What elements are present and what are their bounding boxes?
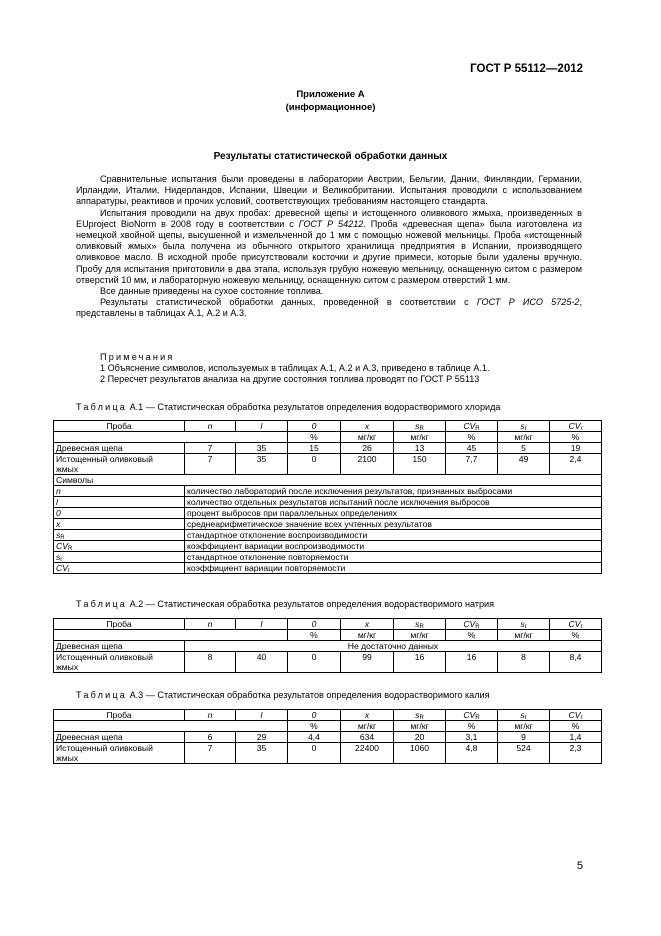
table-cell: 35 bbox=[236, 743, 288, 764]
table-cell: 150 bbox=[394, 454, 446, 475]
table-cell: 2100 bbox=[341, 454, 394, 475]
column-header: $s_R$ bbox=[394, 710, 446, 721]
table-cell: 5 bbox=[498, 443, 550, 454]
sample-name: Истощенный оливковый жмых bbox=[54, 454, 185, 475]
symbol-description: стандартное отклонение воспроизводимости bbox=[185, 530, 602, 541]
column-header: $CV_r$ bbox=[550, 710, 602, 721]
table-cell: 0 bbox=[288, 743, 341, 764]
table-cell: 7 bbox=[185, 743, 236, 764]
column-header: Проба bbox=[54, 421, 185, 432]
column-header: $s_R$ bbox=[394, 619, 446, 630]
unit-cell: % bbox=[550, 432, 602, 443]
table-cell bbox=[54, 432, 288, 443]
unit-cell: % bbox=[446, 432, 498, 443]
column-header: l bbox=[236, 619, 288, 630]
column-header: $CV_R$ bbox=[446, 421, 498, 432]
table-cell bbox=[54, 630, 288, 641]
table-caption bbox=[76, 402, 500, 412]
caption-prefix: Таблица bbox=[76, 690, 128, 700]
symbol-row bbox=[54, 563, 602, 574]
column-header: $s_R$ bbox=[394, 421, 446, 432]
notes bbox=[76, 352, 582, 386]
table-row bbox=[54, 454, 602, 475]
column-header: n bbox=[185, 619, 236, 630]
symbol-row bbox=[54, 552, 602, 563]
column-header: $CV_R$ bbox=[446, 619, 498, 630]
table-cell: 20 bbox=[394, 732, 446, 743]
column-header: $CV_r$ bbox=[550, 619, 602, 630]
header-row bbox=[54, 421, 602, 432]
column-header: n bbox=[185, 421, 236, 432]
sample-name: Древесная щепа bbox=[54, 732, 185, 743]
units-row bbox=[54, 721, 602, 732]
notes-heading: Примечания bbox=[100, 352, 175, 362]
symbols-heading-row bbox=[54, 475, 602, 486]
table-cell: 7 bbox=[185, 443, 236, 454]
table-cell: 40 bbox=[236, 652, 288, 673]
table-cell: 524 bbox=[498, 743, 550, 764]
table-cell: 2,3 bbox=[550, 743, 602, 764]
table-cell: 13 bbox=[394, 443, 446, 454]
column-header: $s_r$ bbox=[498, 421, 550, 432]
table-cell: 4,4 bbox=[288, 732, 341, 743]
results-table-sodium bbox=[53, 618, 602, 673]
header-row bbox=[54, 619, 602, 630]
table-cell: 8 bbox=[498, 652, 550, 673]
units-row bbox=[54, 630, 602, 641]
unit-cell: мг/кг bbox=[498, 630, 550, 641]
results-table-chloride bbox=[53, 420, 602, 574]
unit-cell: мг/кг bbox=[394, 432, 446, 443]
symbol-description: количество лабораторий после исключения результатов, признанных выбросами bbox=[185, 486, 602, 497]
sample-name: Древесная щепа bbox=[54, 443, 185, 454]
column-header: 0 bbox=[288, 710, 341, 721]
table-cell: 0 bbox=[288, 652, 341, 673]
table-cell: 9 bbox=[498, 732, 550, 743]
symbol-row bbox=[54, 530, 602, 541]
symbols-heading: Символы bbox=[54, 475, 602, 486]
column-header: $s_r$ bbox=[498, 710, 550, 721]
table-cell: 26 bbox=[341, 443, 394, 454]
symbol-row bbox=[54, 486, 602, 497]
symbol: $CV_R$ bbox=[54, 541, 185, 552]
table-cell: 8 bbox=[185, 652, 236, 673]
symbol-row bbox=[54, 519, 602, 530]
paragraph bbox=[76, 297, 582, 319]
sample-name: Истощенный оливковый жмых bbox=[54, 743, 185, 764]
symbol-row bbox=[54, 497, 602, 508]
table-cell: 99 bbox=[341, 652, 394, 673]
symbol-row bbox=[54, 541, 602, 552]
unit-cell: % bbox=[288, 721, 341, 732]
symbol: 0 bbox=[54, 508, 185, 519]
table-cell: 29 bbox=[236, 732, 288, 743]
symbol-description: коэффициент вариации повторяемости bbox=[185, 563, 602, 574]
section-title: Результаты статистической обработки данных bbox=[213, 151, 448, 162]
results-table-potassium bbox=[53, 709, 602, 764]
column-header: $CV_R$ bbox=[446, 710, 498, 721]
table-row bbox=[54, 743, 602, 764]
table-row bbox=[54, 443, 602, 454]
unit-cell: % bbox=[288, 432, 341, 443]
symbol: $CV_r$ bbox=[54, 563, 185, 574]
column-header: x bbox=[341, 710, 394, 721]
unit-cell: мг/кг bbox=[394, 721, 446, 732]
column-header: l bbox=[236, 710, 288, 721]
unit-cell: мг/кг bbox=[498, 432, 550, 443]
caption-text: А.1 — Статистическая обработка результатов определения водорастворимого хлорида bbox=[127, 402, 501, 412]
text-run: . Проба «древесная щепа» была изготовлена из немецкой хвойной щепы, высушенной и измельченной до 1 мм с помощью ножевой мельницы. Проба «истощенный оливковый жмых» была получена из обычного открытого хранилища предприятия в Испании, производящего оливковое масло. В исходной пробе присутствовали косточки и другие примеси, которые были удалены вручную. Пробу для испытания приготовили в два этапа, используя грубую ножевую мельницу, оснащенную ситом с размером отверстий 10 мм, и лабораторную ножевую мельницу, оснащенную ситом с размером отверстий 1 мм. bbox=[76, 218, 582, 285]
sample-name: Древесная щепа bbox=[54, 641, 185, 652]
paragraph: Сравнительные испытания были проведены в лаборатории Австрии, Бельгии, Дании, Финляндии, Германии, Ирландии, Италии, Нидерландов, Испании, Швеции и Великобритании. Испытания проводили с использованием аппаратуры, реактивов и прочих условий, соответствующих требованиям настоящего стандарта. bbox=[76, 174, 582, 207]
unit-cell: % bbox=[446, 630, 498, 641]
table-cell: 15 bbox=[288, 443, 341, 454]
column-header: x bbox=[341, 619, 394, 630]
table-cell: 2,4 bbox=[550, 454, 602, 475]
table-cell: 45 bbox=[446, 443, 498, 454]
table-caption bbox=[76, 690, 490, 700]
table-cell: 6 bbox=[185, 732, 236, 743]
caption-text: А.3 — Статистическая обработка результатов определения водорастворимого калия bbox=[127, 690, 490, 700]
table-cell: 22400 bbox=[341, 743, 394, 764]
merged-cell: Не достаточно данных bbox=[185, 641, 602, 652]
paragraph bbox=[76, 208, 582, 286]
unit-cell: мг/кг bbox=[341, 432, 394, 443]
table-cell: 1,4 bbox=[550, 732, 602, 743]
appendix-title: Приложение А bbox=[296, 89, 365, 100]
caption-prefix: Таблица bbox=[76, 402, 128, 412]
column-header: Проба bbox=[54, 619, 185, 630]
symbol-description: среднеарифметическое значение всех учтенных результатов bbox=[185, 519, 602, 530]
unit-cell: мг/кг bbox=[394, 630, 446, 641]
column-header: Проба bbox=[54, 710, 185, 721]
sample-name: Истощенный оливковый жмых bbox=[54, 652, 185, 673]
column-header: $s_r$ bbox=[498, 619, 550, 630]
symbol: l bbox=[54, 497, 185, 508]
table-row bbox=[54, 652, 602, 673]
unit-cell: мг/кг bbox=[341, 630, 394, 641]
text-run: Испытания проводили на двух пробах: древесной щепы и истощенного оливкового жмыха, произведенных в EUproject BioNorm в 2008 году в соответствии с bbox=[76, 207, 582, 229]
column-header: l bbox=[236, 421, 288, 432]
note-item: 2 Пересчет результатов анализа на другие состояния топлива проводят по ГОСТ Р 55113 bbox=[100, 374, 480, 385]
units-row bbox=[54, 432, 602, 443]
caption-text: А.2 — Статистическая обработка результатов определения водорастворимого натрия bbox=[127, 599, 495, 609]
symbol: n bbox=[54, 486, 185, 497]
table-cell: 1060 bbox=[394, 743, 446, 764]
caption-prefix: Таблица bbox=[76, 599, 128, 609]
standard-reference: ГОСТ Р 54212 bbox=[298, 218, 364, 229]
table-cell: 35 bbox=[236, 443, 288, 454]
table-cell: 49 bbox=[498, 454, 550, 475]
table-cell: 4,8 bbox=[446, 743, 498, 764]
table-cell: 35 bbox=[236, 454, 288, 475]
table-cell: 7,7 bbox=[446, 454, 498, 475]
table-cell: 7 bbox=[185, 454, 236, 475]
unit-cell: % bbox=[550, 721, 602, 732]
symbol: $s_R$ bbox=[54, 530, 185, 541]
symbol-description: процент выбросов при параллельных определениях bbox=[185, 508, 602, 519]
table-row bbox=[54, 641, 602, 652]
table-cell: 16 bbox=[394, 652, 446, 673]
column-header: x bbox=[341, 421, 394, 432]
unit-cell: % bbox=[446, 721, 498, 732]
text-run: Результаты статистической обработки данных, проведенной в соответствии с bbox=[100, 297, 469, 308]
header-row bbox=[54, 710, 602, 721]
table-cell bbox=[54, 721, 288, 732]
symbol: x bbox=[54, 519, 185, 530]
standard-reference: ГОСТ Р ИСО 5725-2 bbox=[476, 297, 580, 308]
note-item: 1 Объяснение символов, используемых в таблицах А.1, А.2 и А.3, приведено в таблице А.1. bbox=[100, 363, 490, 374]
unit-cell: мг/кг bbox=[341, 721, 394, 732]
appendix-subtitle: (информационное) bbox=[285, 102, 376, 113]
column-header: n bbox=[185, 710, 236, 721]
table-cell: 16 bbox=[446, 652, 498, 673]
table-caption bbox=[76, 599, 494, 609]
page-number: 5 bbox=[576, 860, 583, 872]
symbol-row bbox=[54, 508, 602, 519]
document-header: ГОСТ Р 55112—2012 bbox=[470, 63, 583, 75]
table-cell: 8,4 bbox=[550, 652, 602, 673]
column-header: 0 bbox=[288, 619, 341, 630]
symbol-description: количество отдельных результатов испытаний после исключения выбросов bbox=[185, 497, 602, 508]
paragraph: Все данные приведены на сухое состояние топлива. bbox=[100, 286, 324, 297]
table-cell: 0 bbox=[288, 454, 341, 475]
symbol: $s_r$ bbox=[54, 552, 185, 563]
body-text bbox=[76, 174, 582, 320]
symbol-description: стандартное отклонение повторяемости bbox=[185, 552, 602, 563]
unit-cell: % bbox=[550, 630, 602, 641]
table-cell: 634 bbox=[341, 732, 394, 743]
column-header: 0 bbox=[288, 421, 341, 432]
table-row bbox=[54, 732, 602, 743]
table-cell: 3,1 bbox=[446, 732, 498, 743]
text-run: , представлены в таблицах А.1, А.2 и А.3. bbox=[76, 297, 583, 319]
unit-cell: % bbox=[288, 630, 341, 641]
column-header: $CV_r$ bbox=[550, 421, 602, 432]
unit-cell: мг/кг bbox=[498, 721, 550, 732]
symbol-description: коэффициент вариации воспроизводимости bbox=[185, 541, 602, 552]
table-cell: 19 bbox=[550, 443, 602, 454]
